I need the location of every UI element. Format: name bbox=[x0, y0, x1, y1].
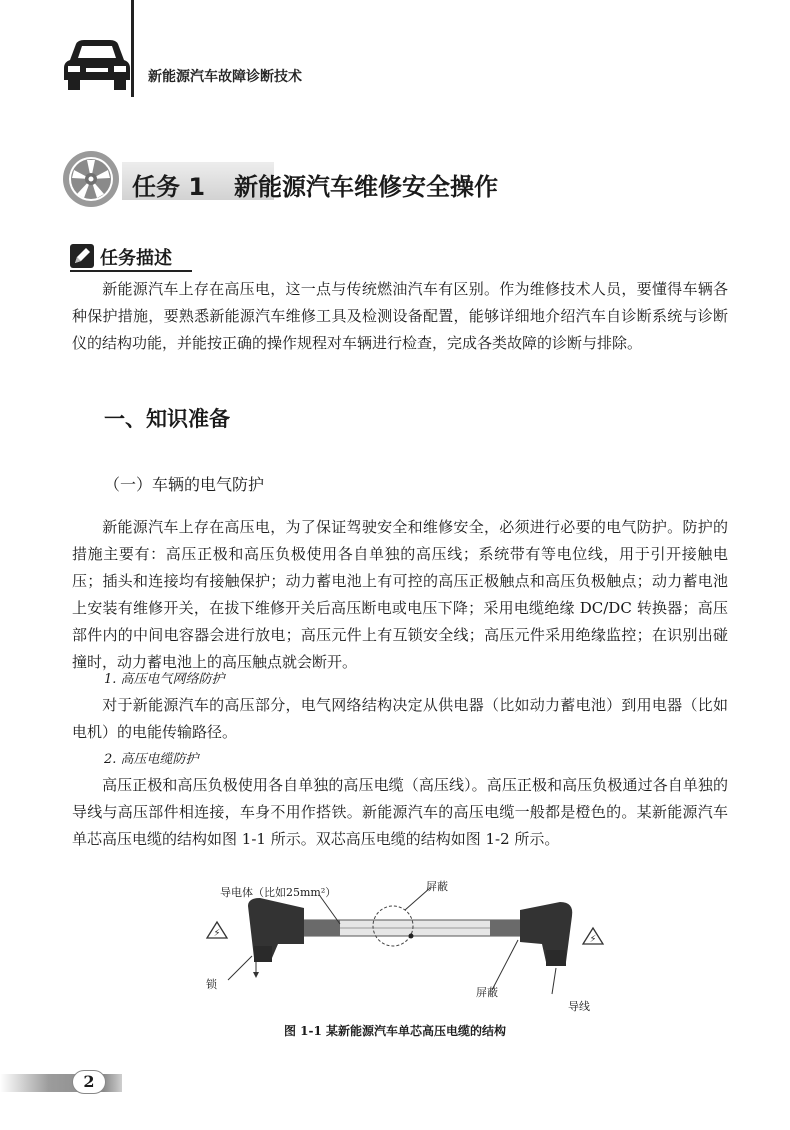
wheel-icon bbox=[62, 150, 120, 208]
paragraph-text: 新能源汽车上存在高压电，为了保证驾驶安全和维修安全，必须进行必要的电气防护。防护的措施主要有：高压正极和高压负极使用各自单独的高压线；系统带有等电位线，用于引开接触电压；插头和连接均有接触保护；动力蓄电池上有可控的高压正极触点和高压负极触点；动力蓄电池上安装有维修开关，在拔下维修开关后高压断电或电压下降；采用电缆绝缘 DC/DC 转换器；高压部件内的中间电容器会进行放电；高压元件上有互锁安全线；高压元件采用绝缘监控；在识别出碰撞时，动力蓄电池上的高压触点就会断开。 bbox=[72, 518, 728, 671]
paragraph-electrical-protection bbox=[72, 514, 728, 676]
paragraph-text: 对于新能源汽车的高压部分，电气网络结构决定从供电器（比如动力蓄电池）到用电器（比如电机）的电能传输路径。 bbox=[72, 696, 728, 741]
svg-text:⚡: ⚡ bbox=[589, 934, 597, 945]
paragraph-network bbox=[72, 692, 728, 746]
label-conductor: 导电体（比如25mm²） bbox=[220, 886, 337, 899]
label-lock: 锁 bbox=[206, 978, 217, 991]
svg-text:⚡: ⚡ bbox=[213, 928, 221, 939]
task-description-body: 新能源汽车上存在高压电，这一点与传统燃油汽车有区别。作为维修技术人员，要懂得车辆各种保护措施，要熟悉新能源汽车维修工具及检测设备配置，能够详细地介绍汽车自诊断系统与诊断仪的结构功能，并能按正确的操作规程对车辆进行检查，完成各类故障的诊断与排除。 bbox=[72, 280, 728, 352]
task-description-heading bbox=[70, 241, 210, 271]
warning-icon-right bbox=[583, 928, 603, 945]
task-title: 新能源汽车维修安全操作 bbox=[234, 173, 498, 201]
subsection-title: （一）车辆的电气防护 bbox=[104, 475, 265, 494]
heading-network-protection: 1. 高压电气网络防护 bbox=[104, 672, 225, 687]
warning-icon-left bbox=[207, 922, 227, 939]
label-wire: 导线 bbox=[568, 1000, 590, 1013]
task-banner bbox=[62, 150, 532, 208]
figure-caption: 图 1-1 某新能源汽车单芯高压电缆的结构 bbox=[284, 1024, 507, 1038]
label-shield-top: 屏蔽 bbox=[426, 880, 448, 893]
label-shield-bottom: 屏蔽 bbox=[476, 986, 498, 999]
task-label: 任务 1 bbox=[132, 173, 206, 201]
paragraph-cable bbox=[72, 772, 728, 853]
book-title: 新能源汽车故障诊断技术 bbox=[148, 69, 302, 85]
car-icon bbox=[62, 36, 132, 92]
paragraph-text: 高压正极和高压负极使用各自单独的高压电缆（高压线）。高压正极和高压负极通过各自单独的导线与高压部件相连接，车身不用作搭铁。新能源汽车的高压电缆一般都是橙色的。某新能源汽车单芯高压电缆的结构如图 1-1 所示。双芯高压电缆的结构如图 1-2 所示。 bbox=[72, 776, 728, 848]
task-description-text bbox=[72, 276, 728, 357]
heading-cable-protection: 2. 高压电缆防护 bbox=[104, 752, 199, 767]
section-title: 一、知识准备 bbox=[104, 407, 230, 431]
task-description-label: 任务描述 bbox=[100, 248, 172, 269]
pencil-icon bbox=[70, 244, 94, 268]
heading-underline bbox=[70, 270, 192, 272]
figure-cable-structure bbox=[200, 876, 610, 1016]
page-number: 2 bbox=[72, 1070, 106, 1094]
